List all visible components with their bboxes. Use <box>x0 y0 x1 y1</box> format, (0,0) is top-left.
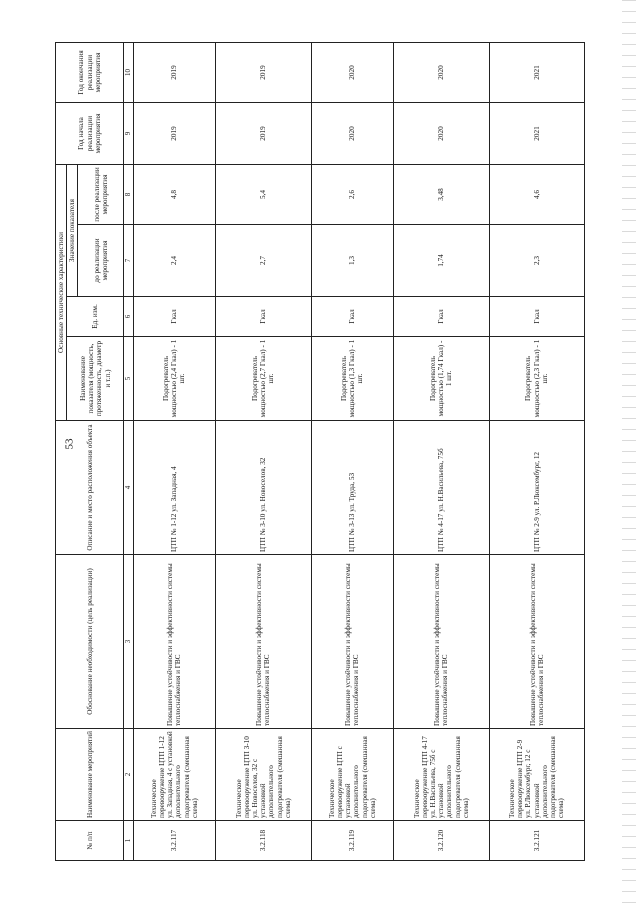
indicator: Подогреватель мощностью (2,4 Гкал) - 1 шт. <box>133 337 216 421</box>
value-before: 2,3 <box>489 225 584 297</box>
unit: Гкал <box>489 297 584 337</box>
indicator: Подогреватель мощностью (1,3 Гкал) - 1 шт. <box>311 337 394 421</box>
start-year: 2019 <box>133 103 216 165</box>
measure-reason: Повышение устойчивости и эффективности системы теплоснабжения и ГВС <box>489 555 584 729</box>
header-after: после реализации мероприятия <box>78 165 124 225</box>
end-year: 2019 <box>216 43 311 103</box>
start-year: 2019 <box>216 103 311 165</box>
row-number: 3.2.121 <box>489 821 584 861</box>
header-end-year: Год окончания реализации мероприятия <box>56 43 124 103</box>
column-number: 6 <box>124 297 133 337</box>
row-number: 3.2.117 <box>133 821 216 861</box>
row-number: 3.2.120 <box>394 821 489 861</box>
object-location: ЦТП № 3-10 ул. Новоселов, 32 <box>216 421 311 555</box>
indicator: Подогреватель мощностью (1,74 Гкал) - 1 шт. <box>394 337 489 421</box>
measure-name: Техническое перевооружение ЦТП 1-12 ул. Западная, 4 с установкой дополнительного подогревателя (смешанная схема) <box>133 729 216 821</box>
table-row <box>311 43 394 861</box>
unit: Гкал <box>216 297 311 337</box>
start-year: 2021 <box>489 103 584 165</box>
value-before: 2,7 <box>216 225 311 297</box>
header-start-year: Год начала реализации мероприятия <box>56 103 124 165</box>
measure-name: Техническое перевооружение ЦТП с установкой дополнительного подогревателя (смешанная схема) <box>311 729 394 821</box>
value-after: 4,6 <box>489 165 584 225</box>
measure-reason: Повышение устойчивости и эффективности системы теплоснабжения и ГВС <box>394 555 489 729</box>
header-before: до реализации мероприятия <box>78 225 124 297</box>
table-row <box>216 43 311 861</box>
end-year: 2021 <box>489 43 584 103</box>
table-row <box>133 43 216 861</box>
column-number: 9 <box>124 103 133 165</box>
header-tech-group: Основные технические характеристики <box>56 165 67 421</box>
object-location: ЦТП № 1-12 ул. Западная, 4 <box>133 421 216 555</box>
header-values-group: Значение показателя <box>67 165 78 297</box>
measure-reason: Повышение устойчивости и эффективности системы теплоснабжения и ГВС <box>311 555 394 729</box>
column-number: 10 <box>124 43 133 103</box>
table-row <box>394 43 489 861</box>
indicator: Подогреватель мощностью (2,7 Гкал) - 1 шт. <box>216 337 311 421</box>
value-before: 1,74 <box>394 225 489 297</box>
value-before: 2,4 <box>133 225 216 297</box>
object-location: ЦТП № 2-9 ул. Р.Люксембург, 12 <box>489 421 584 555</box>
column-number: 3 <box>124 555 133 729</box>
header-reason: Обоснование необходимости (цель реализации) <box>56 555 124 729</box>
measure-reason: Повышение устойчивости и эффективности системы теплоснабжения и ГВС <box>216 555 311 729</box>
column-number: 7 <box>124 225 133 297</box>
end-year: 2020 <box>394 43 489 103</box>
measures-table <box>55 42 585 861</box>
row-number: 3.2.118 <box>216 821 311 861</box>
page-number: 53 <box>63 438 76 450</box>
header-unit: Ед. изм. <box>67 297 124 337</box>
indicator: Подогреватель мощностью (2,3 Гкал) - 1 шт. <box>489 337 584 421</box>
start-year: 2020 <box>394 103 489 165</box>
column-number: 2 <box>124 729 133 821</box>
measure-name: Техническое перевооружение ЦТП 4-17 ул. Н.Васильева, 75б с установкой дополнительного подогревателя (смешанная схема) <box>394 729 489 821</box>
rotated-table-container <box>55 43 585 861</box>
measure-name: Техническое перевооружение ЦТП 3-10 ул. Новоселов, 32 с установкой дополнительного подогревателя (смешанная схема) <box>216 729 311 821</box>
start-year: 2020 <box>311 103 394 165</box>
measure-name: Техническое перевооружение ЦТП 2-9 ул. Р.Люксембург, 12 с установкой дополнительного подогревателя (смешанная схема) <box>489 729 584 821</box>
value-after: 5,4 <box>216 165 311 225</box>
column-number: 8 <box>124 165 133 225</box>
header-num: № п/п <box>56 821 124 861</box>
header-name: Наименование мероприятий <box>56 729 124 821</box>
value-after: 3,48 <box>394 165 489 225</box>
scan-edge-speckle <box>622 0 636 905</box>
column-number: 1 <box>124 821 133 861</box>
end-year: 2020 <box>311 43 394 103</box>
unit: Гкал <box>311 297 394 337</box>
value-after: 2,6 <box>311 165 394 225</box>
column-number: 5 <box>124 337 133 421</box>
table-row <box>489 43 584 861</box>
value-before: 1,3 <box>311 225 394 297</box>
object-location: ЦТП № 4-17 ул. Н.Васильева, 75б <box>394 421 489 555</box>
value-after: 4,8 <box>133 165 216 225</box>
header-object: Описание и место расположения объекта <box>56 421 124 555</box>
unit: Гкал <box>133 297 216 337</box>
object-location: ЦТП № 3-13 ул. Труда, 53 <box>311 421 394 555</box>
end-year: 2019 <box>133 43 216 103</box>
header-indicator: Наименование показателя (мощность, протяженность, диаметр и т.п.) <box>67 337 124 421</box>
measure-reason: Повышение устойчивости и эффективности системы теплоснабжения и ГВС <box>133 555 216 729</box>
unit: Гкал <box>394 297 489 337</box>
column-number: 4 <box>124 421 133 555</box>
row-number: 3.2.119 <box>311 821 394 861</box>
